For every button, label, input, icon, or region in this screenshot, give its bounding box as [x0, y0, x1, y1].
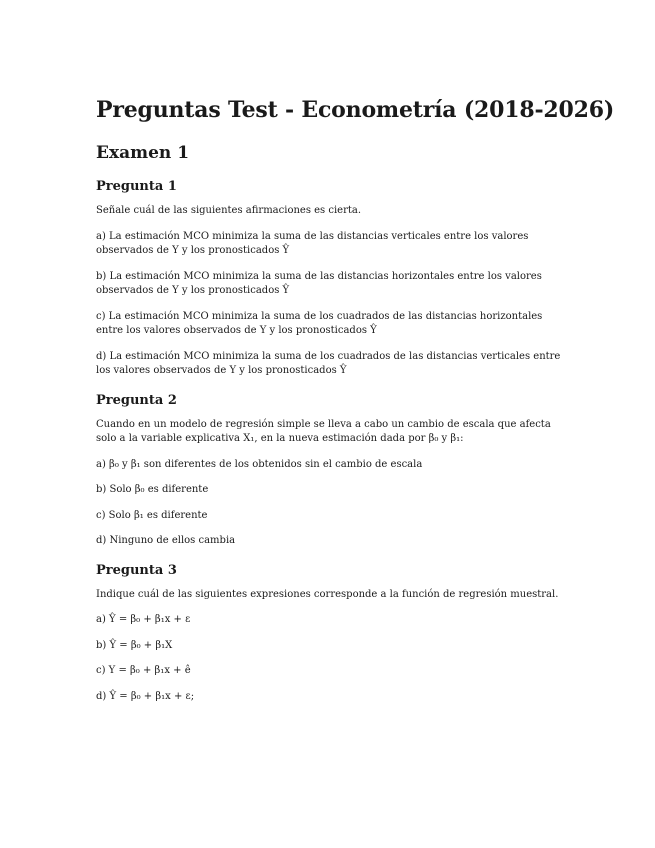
- exam-title: Examen 1: [96, 143, 190, 163]
- answer-option-d: d) La estimación MCO minimiza la suma de los cuadrados de las distancias verticales entre los valores observados de Y y los pronosticados Ŷ: [96, 350, 561, 376]
- question-prompt: Cuando en un modelo de regresión simple se lleva a cabo un cambio de escala que afecta solo a la variable explicativa X₁, en la nueva estimación dada por β₀ y β₁:: [96, 418, 551, 444]
- answer-option-d: d) Ŷ = β₀ + β₁x + ε;: [96, 690, 195, 702]
- answer-option-a: a) Ŷ = β₀ + β₁x + ε: [96, 614, 191, 625]
- answer-option-b: b) Ŷ = β₀ + β₁X: [96, 639, 173, 651]
- answer-option-a: a) β₀ y β₁ son diferentes de los obtenidos sin el cambio de escala: [96, 458, 423, 470]
- answer-option-d: d) Ninguno de ellos cambia: [96, 535, 236, 546]
- answer-option-c: c) Y = β₀ + β₁x + ê: [96, 665, 191, 676]
- question-title: Pregunta 2: [96, 392, 177, 408]
- answer-option-c: c) Solo β₁ es diferente: [96, 509, 208, 521]
- answer-option-b: b) La estimación MCO minimiza la suma de las distancias horizontales entre los valores observados de Y y los pronosticados Ŷ: [96, 270, 542, 296]
- answer-option-a: a) La estimación MCO minimiza la suma de las distancias verticales entre los valores observados de Y y los pronosticados Ŷ: [96, 230, 529, 256]
- document-page: [96, 96, 615, 717]
- answer-option-c: c) La estimación MCO minimiza la suma de los cuadrados de las distancias horizontales entre los valores observados de Y y los pronosticados Ŷ: [96, 310, 543, 336]
- question-title: Pregunta 1: [96, 179, 177, 194]
- question-prompt: Señale cuál de las siguientes afirmaciones es cierta.: [96, 205, 362, 216]
- question-1: [96, 178, 566, 379]
- question-2: [96, 392, 566, 549]
- document-title: Preguntas Test - Econometría (2018-2026): [96, 97, 615, 123]
- question-title: Pregunta 3: [96, 562, 177, 578]
- question-3: [96, 562, 566, 705]
- question-prompt: Indique cuál de las siguientes expresiones corresponde a la función de regresión muestral.: [96, 588, 559, 600]
- answer-option-b: b) Solo β₀ es diferente: [96, 484, 209, 495]
